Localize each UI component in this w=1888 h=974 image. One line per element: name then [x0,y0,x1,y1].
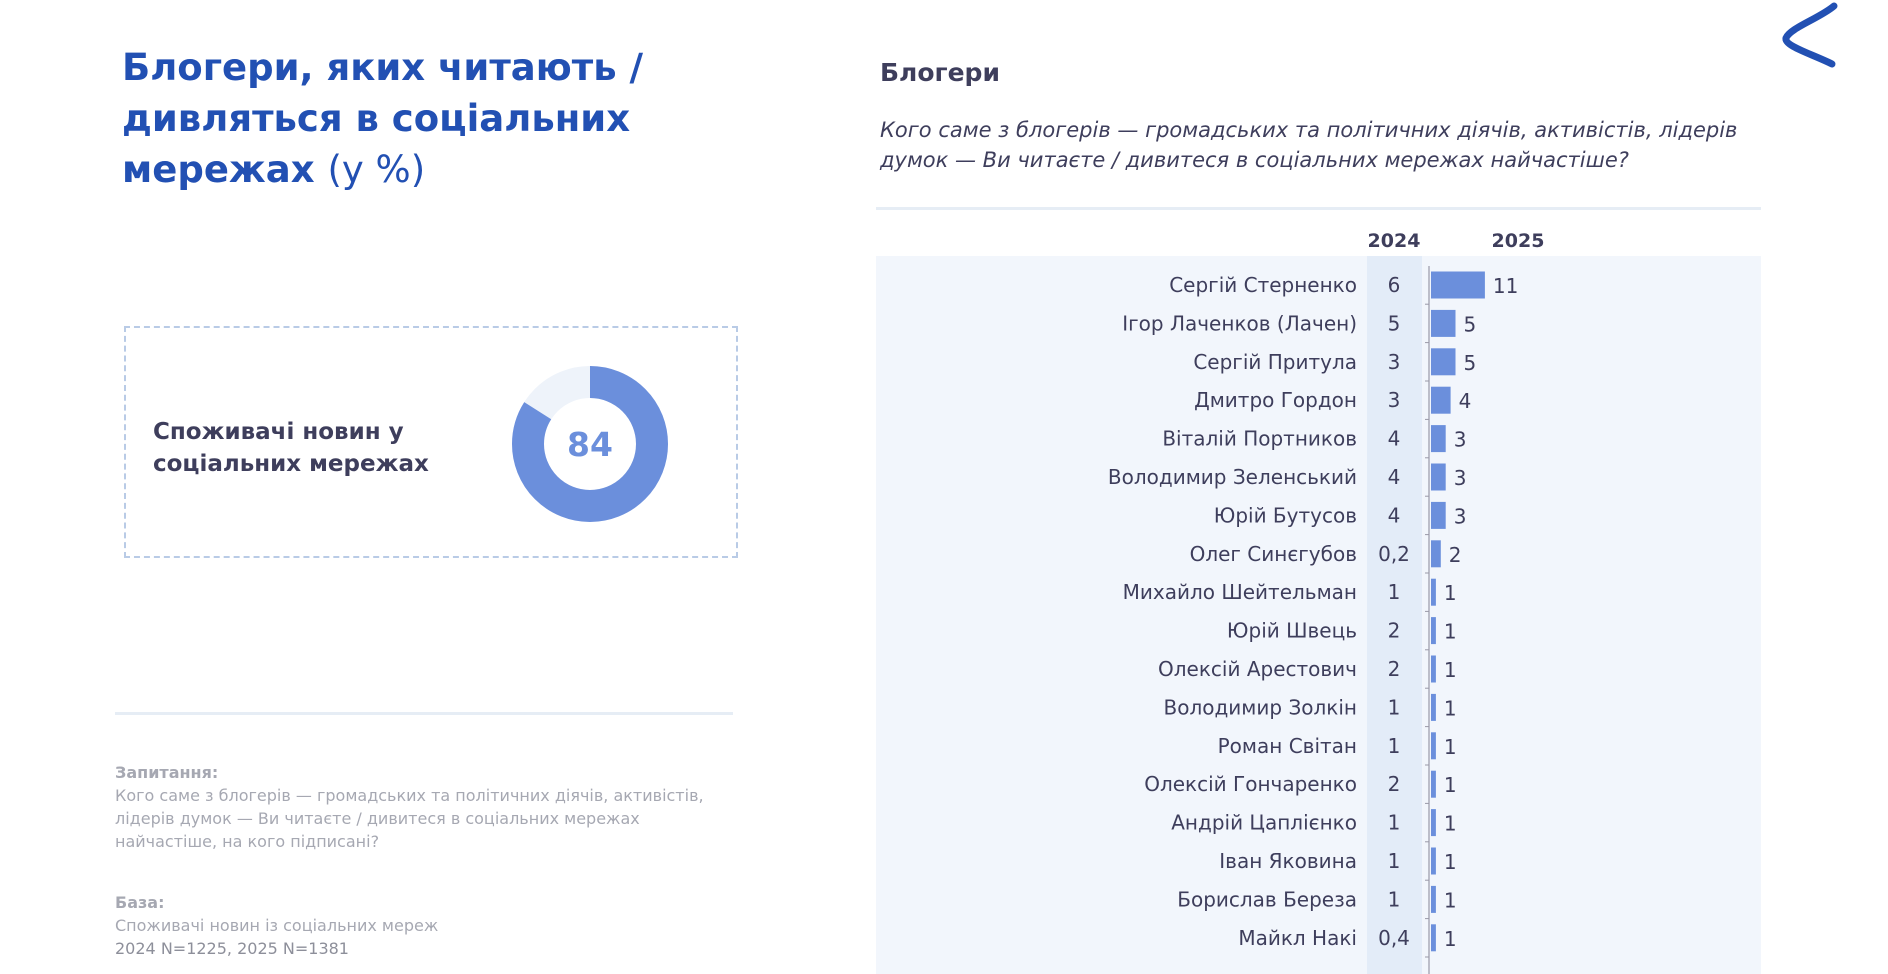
bar-2025 [1431,387,1451,414]
category-label: Володимир Зеленський [1107,465,1357,489]
bar-2025 [1431,502,1446,529]
year-header-2025: 2025 [1491,230,1545,252]
value-2025: 1 [1443,888,1457,913]
bar-2025 [1431,464,1446,491]
value-2024: 2 [1387,772,1401,797]
page-title-text: Блогери, яких читають / дивляться в соціальних мережах [122,46,643,191]
value-2025: 3 [1453,427,1467,452]
value-2025: 1 [1443,619,1457,644]
category-label: Борислав Береза [1177,887,1357,912]
bar-2025 [1431,732,1436,759]
category-label: Віталій Портников [1162,426,1357,451]
value-2025: 1 [1443,696,1457,721]
value-2024: 5 [1387,311,1401,336]
chart-title: Блогери [880,58,1000,87]
value-2024: 1 [1387,849,1401,873]
bar-2025 [1431,656,1436,683]
category-label: Іван Яковина [1219,849,1357,873]
page-title-unit: (у %) [327,148,426,191]
category-label: Роман Світан [1217,733,1357,758]
value-2024: 0,4 [1378,925,1410,950]
bar-2025 [1431,617,1436,644]
base-heading: База: [115,893,165,912]
value-2024: 1 [1387,580,1401,605]
category-label: Олег Синєгубов [1189,541,1357,566]
value-2025: 2 [1448,542,1462,567]
value-2025: 1 [1443,811,1457,836]
chart-question: Кого саме з блогерів — громадських та політичних діячів, активістів, лідерів думок — Ви читаєте / дивитеся в соціальних мережах найчастіше? [880,118,1738,172]
bar-2025 [1431,425,1446,452]
base-year-a: 2024 [115,939,156,958]
category-label: Майкл Накі [1238,925,1357,950]
value-2024: 4 [1387,465,1401,489]
category-label: Володимир Золкін [1163,695,1357,720]
year-header-2024: 2024 [1367,230,1421,252]
value-2024: 0,2 [1378,541,1410,566]
base-rest: N=1225, 2025 N=1381 [160,939,349,958]
bar-2025 [1431,579,1436,606]
category-label: Андрій Цаплієнко [1171,810,1357,835]
value-2025: 1 [1443,734,1457,759]
bar-2025 [1431,848,1436,875]
value-2024: 2 [1387,657,1401,681]
value-2024: 4 [1387,426,1401,451]
category-label: Ігор Лаченков (Лачен) [1122,311,1357,336]
bar-2025 [1431,272,1485,299]
value-2024: 1 [1387,810,1401,835]
bar-2025 [1431,694,1436,721]
value-2025: 1 [1443,926,1457,951]
donut-value: 84 [567,425,613,464]
value-2024: 1 [1387,887,1401,912]
bar-2025 [1431,310,1456,337]
value-2025: 5 [1463,350,1477,375]
bar-2025 [1431,809,1436,836]
category-label: Юрій Бутусов [1213,503,1357,528]
value-2024: 3 [1387,349,1401,374]
category-label: Олексій Гончаренко [1144,772,1357,797]
value-2024: 2 [1387,618,1401,643]
bar-2025 [1431,348,1456,375]
value-2024: 1 [1387,733,1401,758]
bar-2025 [1431,540,1441,567]
value-2025: 3 [1453,466,1467,490]
question-text: Кого саме з блогерів — громадських та політичних діячів, активістів, лідерів думок — Ви читаєте / дивитеся в соціальних мережах найчастіше, на кого підписані? [115,786,704,851]
value-2025: 1 [1443,850,1457,874]
value-2025: 11 [1492,274,1519,298]
category-label: Сергій Притула [1193,349,1357,374]
category-label: Дмитро Гордон [1194,388,1357,413]
bar-2025 [1431,924,1436,951]
category-label: Сергій Стерненко [1169,273,1357,297]
value-2024: 3 [1387,388,1401,413]
bar-2025 [1431,886,1436,913]
category-label: Михайло Шейтельман [1122,580,1357,605]
value-2025: 3 [1453,504,1467,529]
value-2025: 1 [1443,658,1457,682]
bar-2025 [1431,771,1436,798]
card-label: Споживачі новин у соціальних мережах [153,419,429,477]
value-2025: 4 [1458,389,1472,414]
value-2025: 1 [1443,773,1457,798]
value-2024: 4 [1387,503,1401,528]
value-2025: 1 [1443,581,1457,606]
category-label: Юрій Швець [1226,618,1357,643]
base-text: Споживачі новин із соціальних мереж [115,916,439,935]
question-heading: Запитання: [115,763,219,782]
value-2024: 1 [1387,695,1401,720]
value-2024: 6 [1387,273,1401,297]
category-label: Олексій Арестович [1158,657,1357,681]
value-2025: 5 [1463,312,1477,337]
